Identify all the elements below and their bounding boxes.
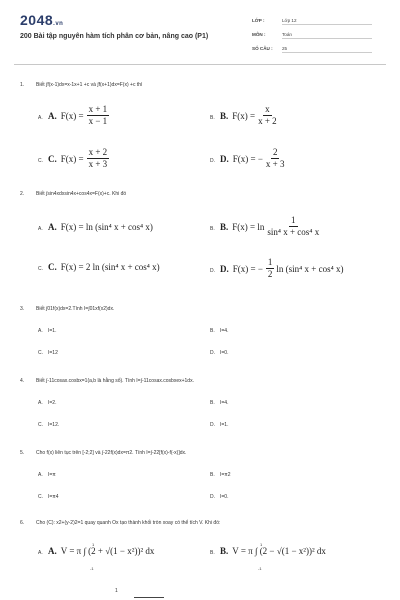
- q1-option-a[interactable]: A. A. F(x) = $\frac{x + 1}{x - 1}$: [38, 104, 108, 126]
- q2-option-a[interactable]: A. A. F(x) = ln (sin⁴ x + cos⁴ x): [38, 222, 153, 232]
- question-5: 5. Cho f(x) liên tục trên [-2;2] và ∫-22f(x)dx=π2. Tính I=∫-22[f(x)-f(-x)]dx.: [20, 450, 187, 456]
- q2-option-b[interactable]: B. B. F(x) = ln $\frac{1}{\text{sin⁴ x + cos⁴ x}}$: [210, 215, 320, 237]
- q2-option-d[interactable]: D. D. F(x) = − $\frac{1}{2}$ ln (sin⁴ x + cos⁴ x): [210, 257, 344, 279]
- q6b-lower-limit: -1: [258, 566, 262, 571]
- q2-option-c[interactable]: C. C. F(x) = 2 ln (sin⁴ x + cos⁴ x): [38, 262, 160, 272]
- q6-option-a[interactable]: A. A. V = π ∫ (2 + √(1 − x²))² dx: [38, 546, 155, 556]
- q3-option-b[interactable]: B. I=4.: [210, 328, 229, 334]
- meta-class: LỚP : Lớp 12: [252, 18, 372, 25]
- document-title: 200 Bài tập nguyên hàm tích phân cơ bản, nâng cao (P1): [20, 33, 209, 40]
- q4-option-b[interactable]: B. I=4.: [210, 400, 229, 406]
- q4-option-d[interactable]: D. I=1.: [210, 422, 229, 428]
- question-1: 1. Biết ∫f(x-1)dx=x-1x+1 +c và ∫f(x+1)dx=F(x) +c thì: [20, 82, 143, 88]
- q3-option-d[interactable]: D. I=0.: [210, 350, 229, 356]
- q6a-lower-limit: -1: [90, 566, 94, 571]
- q6b-upper-limit: 1: [260, 542, 263, 547]
- q4-option-a[interactable]: A. I=2.: [38, 400, 57, 406]
- q1-option-b[interactable]: B. B. F(x) = $\frac{x}{x + 2}$: [210, 104, 277, 126]
- q1-option-d[interactable]: D. D. F(x) = − $\frac{2}{x + 3}$: [210, 147, 285, 169]
- site-logo[interactable]: 2048.vn: [20, 12, 64, 28]
- q5-option-d[interactable]: D. I=0.: [210, 494, 229, 500]
- meta-question-count: SỐ CÂU : 25: [252, 46, 372, 53]
- q5-option-c[interactable]: C. I=π4: [38, 494, 59, 500]
- question-2: 2. Biết ∫sin4xdxsin4x+cos4x=F(x)+c. Khi đó: [20, 191, 127, 197]
- footer-fragment: 1: [115, 588, 118, 594]
- question-4: 4. Biết ∫-11cosax.cosbx=1(a,b là hằng số). Tính I=∫-11cosax.cosbxex+1dx.: [20, 378, 194, 384]
- q1-option-c[interactable]: C. C. F(x) = $\frac{x + 2}{x + 3}$: [38, 147, 108, 169]
- q6-option-b[interactable]: B. B. V = π ∫ (2 − √(1 − x²))² dx: [210, 546, 326, 556]
- question-6: 6. Cho (C): x2+(y-2)2=1 quay quanh Ox tạo thành khối tròn xoay có thể tích V. Khi đó:: [20, 520, 221, 526]
- q3-option-a[interactable]: A. I=1.: [38, 328, 57, 334]
- fraction-bar-fragment: [134, 597, 164, 598]
- q4-option-c[interactable]: C. I=12.: [38, 422, 60, 428]
- meta-subject: MÔN : Toán: [252, 32, 372, 39]
- q5-option-b[interactable]: B. I=π2: [210, 472, 231, 478]
- header-divider: [14, 64, 386, 65]
- q3-option-c[interactable]: C. I=12: [38, 350, 58, 356]
- question-3: 3. Biết ∫01f(x)dx=2.Tính I=∫01xf(x2)dx.: [20, 306, 115, 312]
- q5-option-a[interactable]: A. I=π: [38, 472, 56, 478]
- q6a-upper-limit: 1: [92, 542, 95, 547]
